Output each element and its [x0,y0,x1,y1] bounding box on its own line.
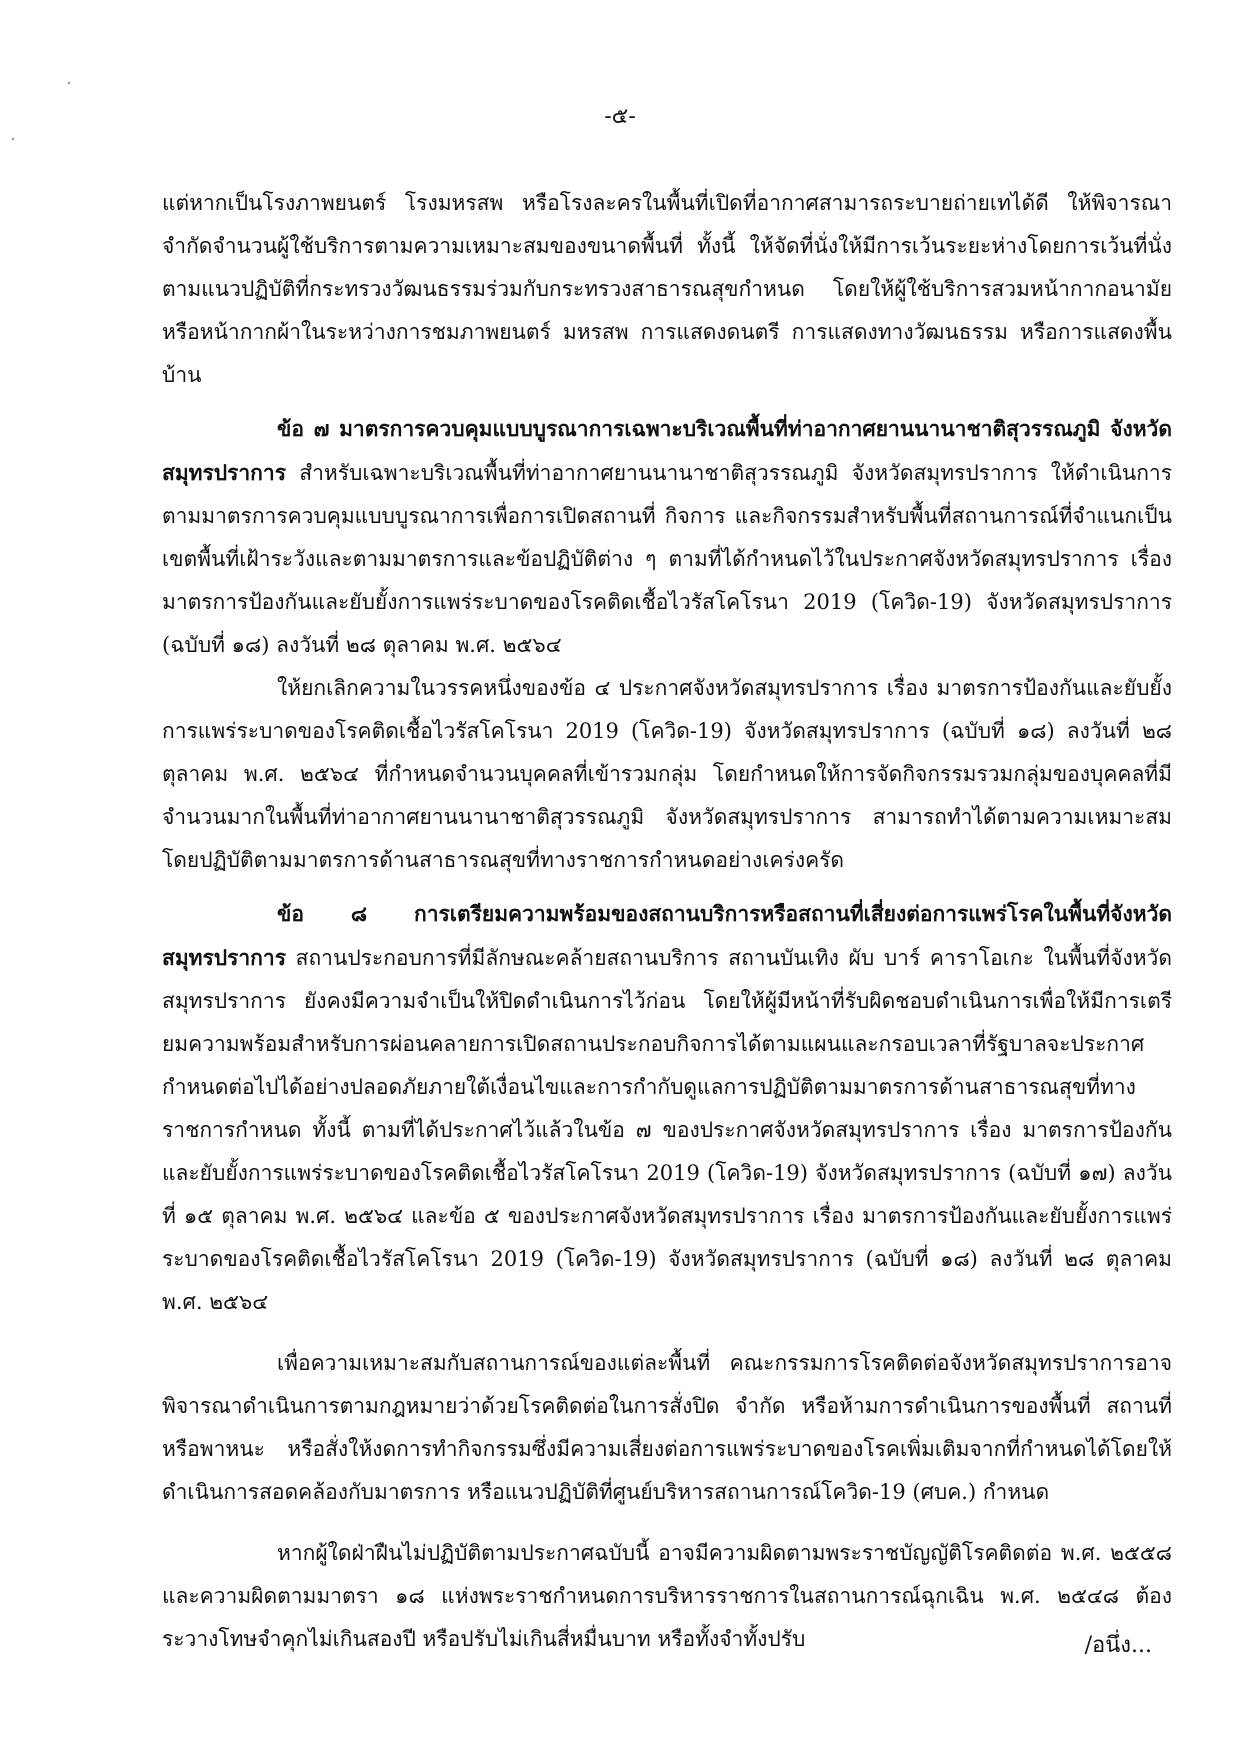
clause-heading: ข้อ ๘ การเตรียมความพร้อมของสถานบริการหรือสถานที่เสี่ยงต่อการแพร่โรคในพื้นที่จังหวัดสมุทรปราการ [162,901,1172,970]
paragraph-committee-authority [162,1342,1172,1514]
paragraph-clause-7 [162,407,1172,667]
paragraph-cinema-seating [162,182,1172,397]
scan-speck [68,82,70,84]
paragraph-text: สำหรับเฉพาะบริเวณพื้นที่ท่าอากาศยานนานาชาติสุวรรณภูมิ จังหวัดสมุทรปราการ ให้ดำเนินการตามมาตรการควบคุมแบบบูรณาการเพื่อการเปิดสถานที่ กิจการ และกิจกรรมสำหรับพื้นที่สถานการณ์ที่จำแนกเป็นเขตพื้นที่เฝ้าระวังและตามมาตรการและข้อปฏิบัติต่าง ๆ ตามที่ได้กำหนดไว้ในประกาศจังหวัดสมุทรปราการ เรื่อง มาตรการป้องกันและยับยั้งการแพร่ระบาดของโรคติดเชื้อไวรัสโคโรนา 2019 (โควิด-19) จังหวัดสมุทรปราการ (ฉบับที่ ๑๘) ลงวันที่ ๒๘ ตุลาคม พ.ศ. ๒๕๖๔ [162,461,1172,657]
continuation-marker: /อนึ่ง... [1084,1633,1152,1658]
paragraph-penalty [162,1532,1172,1661]
scan-speck [12,138,14,140]
paragraph-text: สถานประกอบการที่มีลักษณะคล้ายสถานบริการ สถานบันเทิง ผับ บาร์ คาราโอเกะ ในพื้นที่จังหวัดสมุทรปราการ ยังคงมีความจำเป็นให้ปิดดำเนินการไว้ก่อน โดยให้ผู้มีหน้าที่รับผิดชอบดำเนินการเพื่อให้มีการเตรียมความพร้อมสำหรับการผ่อนคลายการเปิดสถานประกอบกิจการได้ตามแผนและกรอบเวลาที่รัฐบาลจะประกาศกำหนดต่อไปได้อย่างปลอดภัยภายใต้เงื่อนไขและการกำกับดูแลการปฏิบัติตามมาตรการด้านสาธารณสุขที่ทางราชการกำหนด ทั้งนี้ ตามที่ได้ประกาศไว้แล้วในข้อ ๗ ของประกาศจังหวัดสมุทรปราการ เรื่อง มาตรการป้องกันและยับยั้งการแพร่ระบาดของโรคติดเชื้อไวรัสโคโรนา 2019 (โควิด-19) จังหวัดสมุทรปราการ (ฉบับที่ ๑๗) ลงวันที่ ๑๕ ตุลาคม พ.ศ. ๒๕๖๔ และข้อ ๕ ของประกาศจังหวัดสมุทรปราการ เรื่อง มาตรการป้องกันและยับยั้งการแพร่ระบาดของโรคติดเชื้อไวรัสโคโรนา 2019 (โควิด-19) จังหวัดสมุทรปราการ (ฉบับที่ ๑๘) ลงวันที่ ๒๘ ตุลาคม พ.ศ. ๒๕๖๔ [162,946,1172,1314]
clause-heading: ข้อ ๗ มาตรการควบคุมแบบบูรณาการเฉพาะบริเวณพื้นที่ท่าอากาศยานนานาชาติสุวรรณภูมิ จังหวัดสมุทรปราการ [162,416,1172,485]
paragraph-text: แต่หากเป็นโรงภาพยนตร์ โรงมหรสพ หรือโรงละครในพื้นที่เปิดที่อากาศสามารถระบายถ่ายเทได้ดี ให้พิจารณาจำกัดจำนวนผู้ใช้บริการตามความเหมาะสมของขนาดพื้นที่ ทั้งนี้ ให้จัดที่นั่งให้มีการเว้นระยะห่างโดยการเว้นที่นั่งตามแนวปฏิบัติที่กระทรวงวัฒนธรรมร่วมกับกระทรวงสาธารณสุขกำหนด โดยให้ผู้ใช้บริการสวมหน้ากากอนามัยหรือหน้ากากผ้าในระหว่างการชมภาพยนตร์ มหรสพ การแสดงดนตรี การแสดงทางวัฒนธรรม หรือการแสดงพื้นบ้าน [162,191,1172,387]
document-body [162,182,1172,1661]
page-number: -๕- [604,104,636,129]
paragraph-text: เพื่อความเหมาะสมกับสถานการณ์ของแต่ละพื้นที่ คณะกรรมการโรคติดต่อจังหวัดสมุทรปราการอาจพิจารณาดำเนินการตามกฎหมายว่าด้วยโรคติดต่อในการสั่งปิด จำกัด หรือห้ามการดำเนินการของพื้นที่ สถานที่หรือพาหนะ หรือสั่งให้งดการทำกิจกรรมซึ่งมีความเสี่ยงต่อการแพร่ระบาดของโรคเพิ่มเติมจากที่กำหนดได้โดยให้ดำเนินการสอดคล้องกับมาตรการ หรือแนวปฏิบัติที่ศูนย์บริหารสถานการณ์โควิด-19 (ศบค.) กำหนด [162,1351,1172,1504]
paragraph-text: หากผู้ใดฝ่าฝืนไม่ปฏิบัติตามประกาศฉบับนี้ อาจมีความผิดตามพระราชบัญญัติโรคติดต่อ พ.ศ. ๒๕๕๘ และความผิดตามมาตรา ๑๘ แห่งพระราชกำหนดการบริหารราชการในสถานการณ์ฉุกเฉิน พ.ศ. ๒๕๔๘ ต้องระวางโทษจำคุกไม่เกินสองปี หรือปรับไม่เกินสี่หมื่นบาท หรือทั้งจำทั้งปรับ [162,1541,1172,1651]
paragraph-clause-8 [162,892,1172,1324]
paragraph-text: ให้ยกเลิกความในวรรคหนึ่งของข้อ ๔ ประกาศจังหวัดสมุทรปราการ เรื่อง มาตรการป้องกันและยับยั้งการแพร่ระบาดของโรคติดเชื้อไวรัสโคโรนา 2019 (โควิด-19) จังหวัดสมุทรปราการ (ฉบับที่ ๑๘) ลงวันที่ ๒๘ ตุลาคม พ.ศ. ๒๕๖๔ ที่กำหนดจำนวนบุคคลที่เข้ารวมกลุ่ม โดยกำหนดให้การจัดกิจกรรมรวมกลุ่มของบุคคลที่มีจำนวนมากในพื้นที่ท่าอากาศยานนานาชาติสุวรรณภูมิ จังหวัดสมุทรปราการ สามารถทำได้ตามความเหมาะสมโดยปฏิบัติตามมาตรการด้านสาธารณสุขที่ทางราชการกำหนดอย่างเคร่งครัด [162,676,1172,872]
paragraph-cancel-clause [162,667,1172,882]
